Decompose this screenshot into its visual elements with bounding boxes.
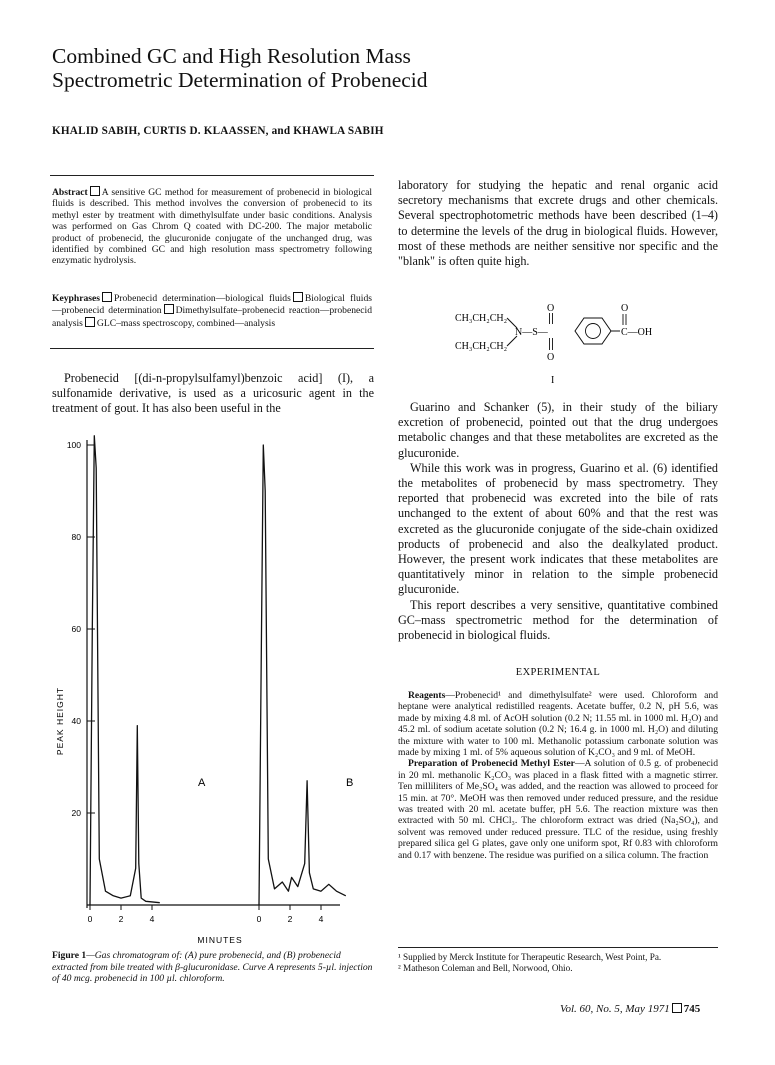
intro-continued-paragraph: laboratory for studying the hepatic and renal organic acid secretory mechanisms that excrete drugs and other chemicals. Several spectrophotometric methods have been described (1–4) to determine the levels of the drug in biological fluids. However, most of these methods are neither sensitive nor specific and the "blank" is often quite high. <box>398 178 718 269</box>
reagents-text: —Probenecid¹ and dimethylsulfate² were used. Chloroform and heptane were analytical redistilled reagents. Acetate buffer, 0.2 N, pH 5.6, was made by mixing 4.8 ml. of AcOH solution (0.2 N; 11.55 ml. in 1000 ml. H₂O) and 45.2 ml. of sodium acetate solution (0.2 N; 16.4 g. in 1000 ml. H₂O) and diluting the mixture with water to 100 ml. Methanolic potassium carbonate solution was made by mixing 1 ml. of 5% aqueous solution of K₂CO₃ and 9 ml. of MeOH. <box>398 690 718 759</box>
structure-oxygen-carbonyl: O <box>621 303 629 314</box>
structure-oxygen-top: O <box>547 303 555 314</box>
preparation-paragraph <box>398 758 718 861</box>
structure-n-s: N—S— <box>515 327 548 338</box>
structure-chain-bottom: CH₃CH₂CH₂ <box>455 341 508 352</box>
structure-oxygen-bottom: O <box>547 352 555 363</box>
series-line-a <box>90 436 160 905</box>
paragraph: While this work was in progress, Guarino et al. (6) identified the metabolites of probenecid by mass spectrometry. They reported that probenecid was excreted into the bile of rats unchanged to the extent of about 60% and that the rest was excreted as the glucuronide conjugate of the side-chain oxidized products of probenecid and also the dealkylated product. However, the present work indicates that these metabolites are quantitatively minor in relation to the simple probenecid glucuronide. <box>398 460 718 597</box>
title-line-2: Spectrometric Determination of Probenecid <box>52 68 428 92</box>
y-axis-label: PEAK HEIGHT <box>55 686 65 756</box>
section-heading: EXPERIMENTAL <box>515 667 601 678</box>
paragraph: This report describes a very sensitive, quantitative combined GC–mass spectrometric method for the determination of probenecid in biological fluids. <box>398 597 718 643</box>
y-tick-label: 80 <box>71 532 81 542</box>
discussion-paragraphs <box>398 400 718 643</box>
gas-chromatogram-chart <box>50 400 380 945</box>
y-tick-label: 60 <box>71 624 81 634</box>
experimental-section <box>398 690 718 861</box>
preparation-label: Preparation of Probenecid Methyl Ester <box>408 758 575 770</box>
box-bullet-icon <box>85 317 95 327</box>
paper-title <box>52 44 672 92</box>
abstract-label: Abstract <box>52 187 88 198</box>
page-number: 745 <box>683 1003 701 1015</box>
intro-paragraph: Probenecid [(di-n-propylsulfamyl)benzoic acid] (I), a sulfonamide derivative, is used as a uricosuric agent in the treatment of gout. It has also been useful in the <box>52 371 374 416</box>
abstract <box>52 186 372 267</box>
series-line-b <box>259 445 346 905</box>
title-line-1: Combined GC and High Resolution Mass <box>52 44 411 68</box>
keyphrase-item: Dimethylsulfate–probenecid reaction—probenecid analysis <box>52 305 372 329</box>
keyphrase-item: Probenecid determination—biological fluids <box>113 293 291 304</box>
preparation-text: —A solution of 0.5 g. of probenecid in 20 ml. methanolic K₂CO₃ was placed in a flask fitted with a magnetic stirrer. Ten milliliters of Me₂SO₄ was added, and the reaction was allowed to proceed for 15 min. at 70°. MeOH was then removed under reduced pressure, and the residue was treated with 20 ml. acetate buffer, pH 5.6. The reaction mixture was then extracted with 50 ml. CHCl₃. The chloroform extract was dried (Na₂SO₄), and solvent was removed under reduced pressure. TLC of the residue, using freshly prepared silica gel G plates, gave only one uniform spot, Rf 0.83 with chloroform and 0.17 with benzene. The residue was purified on a silica column. The fraction <box>398 758 718 861</box>
box-bullet-icon <box>90 186 100 196</box>
x-tick-label: 2 <box>287 914 293 924</box>
caption-label: Figure 1 <box>52 950 87 961</box>
keyphrases-label: Keyphrases <box>52 293 100 304</box>
x-tick-label: 0 <box>87 914 93 924</box>
structure-label: I <box>551 375 555 386</box>
x-tick-label: 2 <box>118 914 124 924</box>
footnote-divider <box>398 947 718 948</box>
figure-caption <box>52 950 374 985</box>
footnote: ¹ Supplied by Merck Institute for Therapeutic Research, West Point, Pa. <box>398 952 662 962</box>
keyphrase-item: GLC–mass spectroscopy, combined—analysis <box>96 317 276 329</box>
keyphrase-item: Biological fluids—probenecid determination <box>52 293 372 317</box>
probenecid-structure-diagram <box>455 300 695 395</box>
journal-citation: Vol. 60, No. 5, May 1971 <box>560 1003 670 1015</box>
box-bullet-icon <box>102 292 112 302</box>
reagents-label: Reagents <box>408 690 446 701</box>
authors: KHALID SABIH, CURTIS D. KLAASSEN, and KHAWLA SABIH <box>52 125 384 137</box>
box-bullet-icon <box>672 1003 682 1013</box>
series-label: B <box>346 777 354 789</box>
journal-footer <box>560 1003 700 1015</box>
x-tick-label: 0 <box>256 914 262 924</box>
x-tick-label: 4 <box>318 914 324 924</box>
abstract-text: A sensitive GC method for measurement of probenecid in biological fluids is described. This method involves the conversion of probenecid to its methyl ester by treatment with dimethylsulfate under basic conditions. Analysis was performed on Gas Chrom Q coated with DC-200. The major metabolic product of probenecid, the glucuronide conjugate of the unchanged drug, was identified by combined GC and high resolution mass spectrometry following enzymatic hydrolysis. <box>52 187 372 267</box>
y-tick-label: 100 <box>66 440 81 450</box>
box-bullet-icon <box>293 292 303 302</box>
caption-text: —Gas chromatogram of: (A) pure probenecid, and (B) probenecid extracted from bile treated with β-glucuronidase. Curve A represents 5-µl. injection of 40 mcg. probenecid in 100 µl. chloroform. <box>52 950 373 985</box>
x-axis-label: MINUTES <box>197 935 243 945</box>
paragraph: Guarino and Schanker (5), in their study of the biliary excretion of probenecid, pointed out that the drug undergoes metabolic changes and that these metabolites are excreted as the glucuronide. <box>398 400 718 460</box>
reagents-paragraph <box>398 690 718 758</box>
box-bullet-icon <box>164 304 174 314</box>
x-tick-label: 4 <box>149 914 155 924</box>
keyphrases <box>52 292 372 329</box>
footnotes <box>398 952 718 974</box>
y-tick-label: 40 <box>71 716 81 726</box>
structure-carboxyl: C—OH <box>621 327 653 338</box>
footnote: ² Matheson Coleman and Bell, Norwood, Ohio. <box>398 963 573 973</box>
series-label: A <box>198 777 206 789</box>
structure-chain-top: CH₃CH₂CH₂ <box>455 313 508 324</box>
y-tick-label: 20 <box>71 808 81 818</box>
